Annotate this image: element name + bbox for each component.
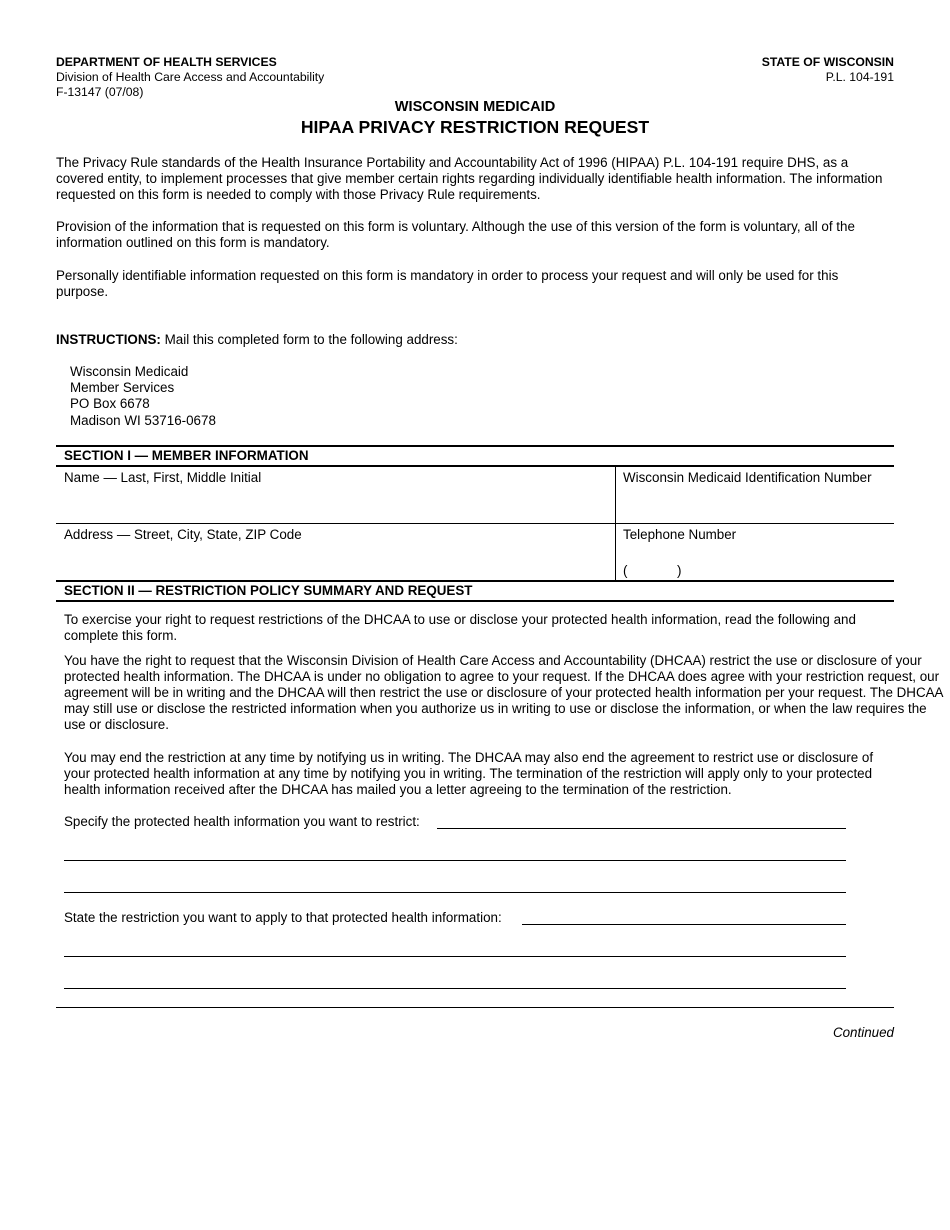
section-1-column-divider [615, 467, 616, 581]
section-2-bottom-border [56, 1007, 894, 1008]
intro-paragraph-3: Personally identifiable information requested on this form is mandatory in order to process your request and will only be used for this purpose. [56, 268, 839, 299]
specify-phi-input-line-3[interactable] [64, 892, 846, 893]
state-header [762, 55, 894, 85]
address-label: Address — Street, City, State, ZIP Code [64, 527, 302, 542]
form-title-block [0, 98, 950, 138]
continued-note: Continued [832, 1025, 894, 1040]
agency-header [56, 55, 324, 100]
public-law: P.L. 104-191 [825, 70, 894, 84]
medicaid-id-field[interactable] [623, 470, 872, 486]
address-field[interactable] [64, 527, 302, 543]
address-line: Member Services [70, 380, 175, 396]
intro-paragraph-2: Provision of the information that is requested on this form is voluntary. Although the use of this version of the form is voluntary, all of the information outlined on this form is mandatory. [56, 219, 855, 250]
area-code-open-paren: ( [623, 563, 628, 578]
form-number: F-13147 (07/08) [56, 85, 144, 99]
intro-paragraph-1: The Privacy Rule standards of the Health Insurance Portability and Accountability Act of 1996 (HIPAA) P.L. 104-191 require DHS, as a covered entity, to implement processes that give member certain rights regarding individually identifiable health information. The information requested on this form is needed to comply with those Privacy Rule requirements. [56, 155, 883, 202]
specify-phi-label: Specify the protected health information you want to restrict: [64, 814, 420, 829]
address-line: PO Box 6678 [70, 396, 150, 412]
state-name: STATE OF WISCONSIN [761, 55, 894, 69]
mailing-address [70, 364, 216, 429]
telephone-label: Telephone Number [623, 527, 737, 542]
section-2-header: SECTION II — RESTRICTION POLICY SUMMARY AND REQUEST [56, 580, 894, 602]
specify-phi-input-line-1[interactable] [437, 828, 846, 829]
restriction-input-line-2[interactable] [64, 956, 846, 957]
medicaid-id-label: Wisconsin Medicaid Identification Number [623, 470, 872, 485]
section-2-paragraph-1: To exercise your right to request restrictions of the DHCAA to use or disclose your protected health information, read the following and complete this form. [64, 612, 856, 643]
address-line: Madison WI 53716-0678 [70, 412, 216, 428]
restriction-input-line-3[interactable] [64, 988, 846, 989]
restriction-input-line-1[interactable] [522, 924, 846, 925]
name-field[interactable] [64, 470, 261, 486]
department-name: DEPARTMENT OF HEALTH SERVICES [56, 55, 277, 69]
specify-phi-input-line-2[interactable] [64, 860, 846, 861]
section-2-paragraph-3: You may end the restriction at any time by notifying us in writing. The DHCAA may also end the agreement to restrict use or disclosure of your protected health information at any time by notifying you in writing. The termination of the restriction will apply only to your protected health information received after the DHCAA has mailed you a letter agreeing to the termination of the restriction. [64, 750, 874, 797]
instructions [56, 332, 894, 348]
section-2-paragraph-2: You have the right to request that the Wisconsin Division of Health Care Access and Accountability (DHCAA) restrict the use or disclosure of your protected health information. The DHCAA is under no obligation to agree to your request. If the DHCAA does agree with your restriction request, our agreement will be in writing and the DHCAA will then restrict the use or disclosure of your protected health information per your request. The DHCAA may still use or disclose the restricted information when you authorize us in writing to use or disclose the information, or when the law requires the use or disclosure. [64, 653, 943, 732]
section-1-header: SECTION I — MEMBER INFORMATION [56, 445, 894, 467]
instructions-text: Mail this completed form to the following address: [160, 332, 458, 347]
restriction-label: State the restriction you want to apply to that protected health information: [64, 910, 502, 925]
telephone-field[interactable] [623, 527, 736, 543]
name-label: Name — Last, First, Middle Initial [64, 470, 262, 485]
instructions-label: INSTRUCTIONS: [56, 332, 161, 347]
division-name: Division of Health Care Access and Accountability [56, 70, 325, 84]
area-code-close-paren: ) [677, 563, 682, 578]
form-title: HIPAA PRIVACY RESTRICTION REQUEST [300, 117, 650, 137]
address-line: Wisconsin Medicaid [70, 364, 189, 379]
section-1-row-divider [56, 523, 894, 524]
program-title: WISCONSIN MEDICAID [394, 99, 556, 115]
